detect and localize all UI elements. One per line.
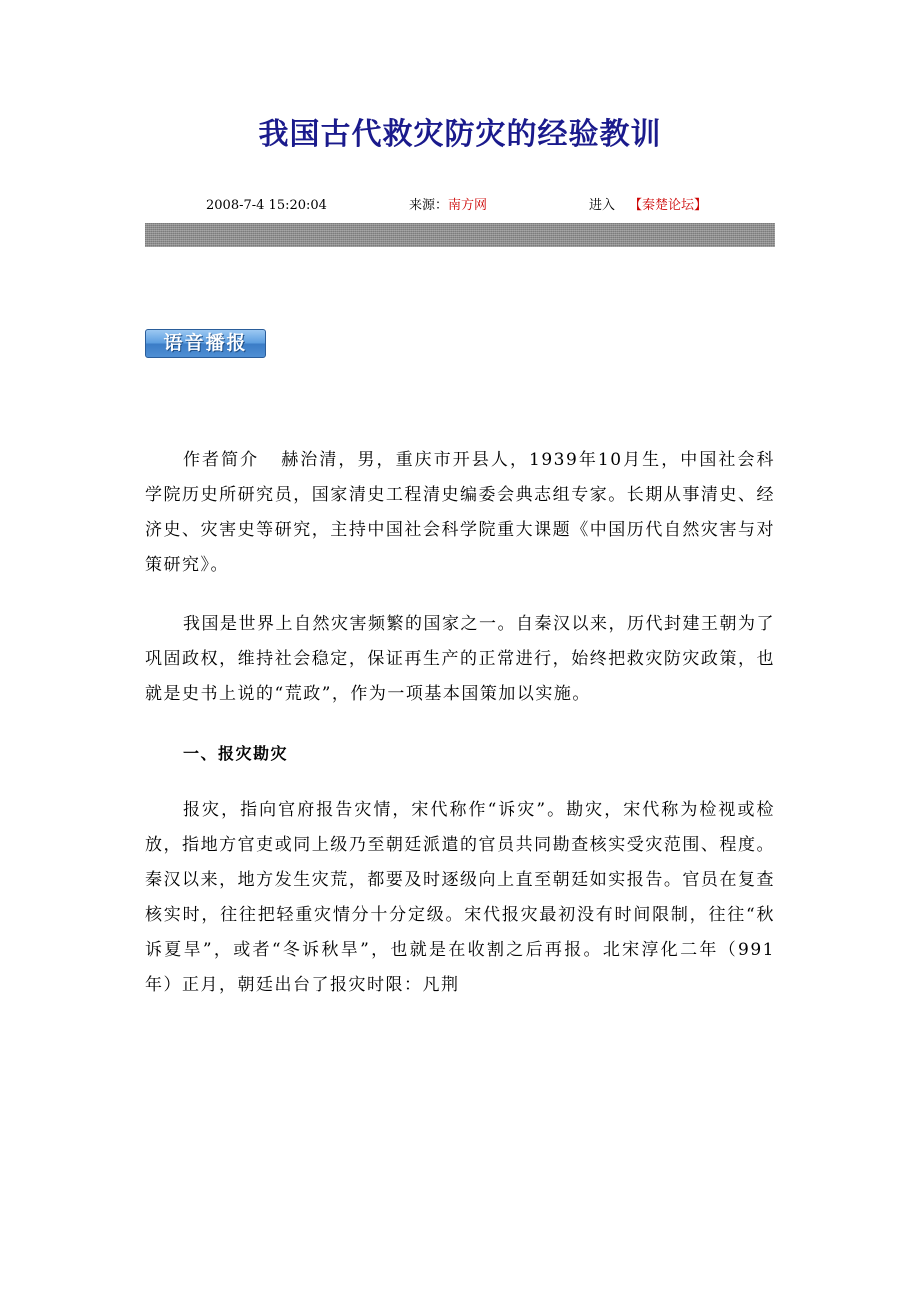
forum-prefix: 进入 (589, 198, 616, 213)
author-intro-paragraph (145, 443, 775, 583)
author-intro-text: 赫治清，男，重庆市开县人，1939年10月生，中国社会科学院历史所研究员，国家清史工程清史编委会典志组专家。长期从事清史、经济史、灾害史等研究，主持中国社会科学院重大课题《中国历代自然灾害与对策研究》。 (145, 450, 776, 575)
source-link[interactable]: 南方网 (448, 198, 488, 213)
section-heading: 一、报灾勘灾 (183, 744, 289, 763)
publish-date: 2008-7-4 15:20:04 (206, 198, 327, 213)
audio-broadcast-button[interactable]: 语音播报 (145, 329, 266, 358)
article-body (145, 443, 775, 1027)
article-title: 我国古代救灾防灾的经验教训 (258, 117, 662, 152)
article-source (409, 197, 487, 215)
forum-link[interactable]: 【秦楚论坛】 (629, 198, 708, 213)
body-paragraph: 我国是世界上自然灾害频繁的国家之一。自秦汉以来，历代封建王朝为了巩固政权，维持社会稳定，保证再生产的正常进行，始终把救灾防灾政策，也就是史书上说的“荒政”，作为一项基本国策加以实施。 (145, 614, 775, 704)
body-paragraph: 报灾，指向官府报告灾情，宋代称作“诉灾”。勘灾，宋代称为检视或检放，指地方官吏或同上级乃至朝廷派遣的官员共同勘查核实受灾范围、程度。秦汉以来，地方发生灾荒，都要及时逐级向上直至朝廷如实报告。官员在复查核实时，往往把轻重灾情分十分定级。宋代报灾最初没有时间限制，往往“秋诉夏旱”，或者“冬诉秋旱”，也就是在收割之后再报。北宋淳化二年（991年）正月，朝廷出台了报灾时限：凡荆 (145, 800, 775, 995)
header-divider-bar (145, 223, 775, 247)
author-intro-label: 作者简介 (183, 450, 260, 470)
source-label: 来源： (409, 198, 449, 213)
forum-entry (589, 197, 707, 215)
